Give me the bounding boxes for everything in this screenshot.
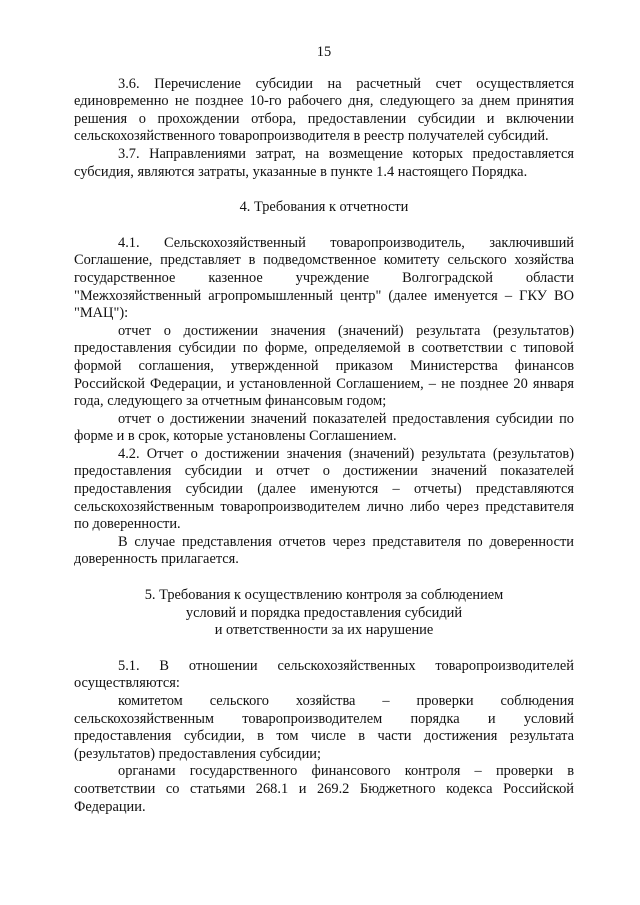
page-number: 15 — [316, 44, 332, 60]
section-5-heading — [74, 587, 574, 640]
paragraph-5-1: 5.1. В отношении сельскохозяйственных товаропроизводителей осуществляются: — [74, 657, 574, 692]
paragraph-3-6: 3.6. Перечисление субсидии на расчетный счет осуществляется единовременно не позднее 10-го рабочего дня, следующего за днем принятия решения о прохождении отбора, предоставлении субсидии и включении сельскохозяйственного товаропроизводителя в реестр получателей субсидий. — [74, 75, 574, 145]
paragraph-4-1: 4.1. Сельскохозяйственный товаропроизводитель, заключивший Соглашение, представляет в подведомственное комитету сельского хозяйства государственное казенное учреждение Волгоградской области "Межхозяйственный агропромышленный центр" (далее именуется – ГКУ ВО "МАЦ"): — [74, 234, 574, 322]
paragraph-4-2: 4.2. Отчет о достижении значения (значений) результата (результатов) предоставления субсидии и отчет о достижении значений показателей предоставления субсидии (далее именуются – отчеты) представляются сельскохозяйственным товаропроизводителем лично либо через представителя по доверенности. — [74, 445, 574, 533]
section-4-heading: 4. Требования к отчетности — [239, 199, 409, 216]
section-5-heading-line: условий и порядка предоставления субсидий — [185, 604, 463, 621]
paragraph-5-1-control-bodies: органами государственного финансового контроля – проверки в соответствии со статьями 268.1 и 269.2 Бюджетного кодекса Российской Федерации. — [74, 763, 574, 815]
section-5-heading-line: и ответственности за их нарушение — [214, 622, 434, 639]
paragraph-4-1-report-results: отчет о достижении значения (значений) результата (результатов) предоставления субсидии по форме, определяемой в соответствии с типовой формой соглашения, утвержденной приказом Министерства финансов Российской Федерации, и установленной Соглашением, – не позднее 20 января года, следующего за отчетным финансовым годом; — [74, 322, 574, 410]
paragraph-3-7: 3.7. Направлениями затрат, на возмещение которых предоставляется субсидия, являются затраты, указанные в пункте 1.4 настоящего Порядка. — [74, 145, 574, 180]
paragraph-5-1-committee: комитетом сельского хозяйства – проверки соблюдения сельскохозяйственным товаропроизводителем порядка и условий предоставления субсидии, в том числе в части достижения результата (результатов) предоставления субсидии; — [74, 693, 574, 762]
paragraph-4-1-report-indicators: отчет о достижении значений показателей предоставления субсидии по форме и в срок, которые установлены Соглашением. — [74, 410, 574, 445]
section-5-heading-line: 5. Требования к осуществлению контроля за соблюдением — [144, 587, 504, 604]
paragraph-4-2-representative: В случае представления отчетов через представителя по доверенности доверенность прилагается. — [74, 533, 574, 568]
